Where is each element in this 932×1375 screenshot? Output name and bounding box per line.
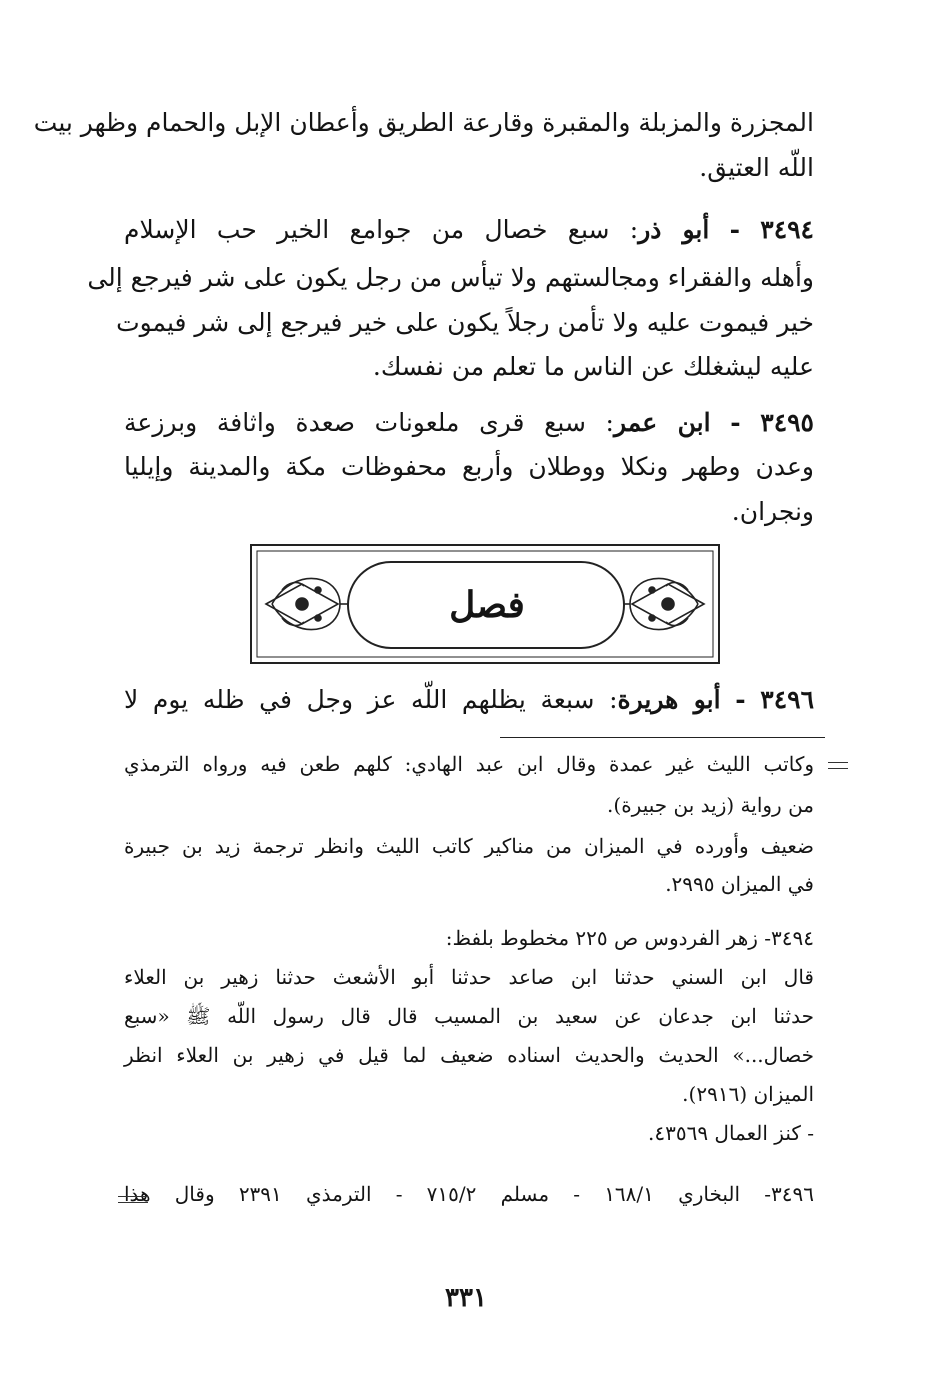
narrator-name: أبو ذر (638, 215, 710, 244)
footnote-line-10: - كنز العمال ٤٣٥٦٩. (648, 1121, 814, 1145)
continuation-mark (828, 768, 848, 769)
paragraph-3495-line-3: ونجران. (731, 497, 814, 526)
footnote-3494-heading: ٣٤٩٤- زهر الفردوس ص ٢٢٥ مخطوط بلفظ: (445, 926, 814, 950)
continuation-mark (118, 1202, 148, 1203)
footnote-3496-line: ٣٤٩٦- البخاري ١٦٨/١ - مسلم ٧١٥/٢ - الترمذي ٢٣٩١ وقال هذا (124, 1182, 814, 1206)
footnote-line-2: من رواية (زيد بن جبيرة). (607, 793, 814, 817)
hadith-text: : سبع قرى ملعونات صعدة واثافة وبرزعة (124, 408, 614, 437)
section-header-box (250, 544, 720, 664)
footnote-line-1: وكاتب الليث غير عمدة وقال ابن عبد الهادي: كلهم طعن فيه ورواه الترمذي (124, 752, 814, 776)
paragraph-3495-line-1 (124, 408, 814, 437)
narrator-name: ابن عمر (614, 408, 711, 437)
dash: - (729, 215, 740, 244)
paragraph-3494-line-3: خير فيموت عليه ولا تأمن رجلاً يكون على خير فيرجع إلى شر فيموت (116, 308, 814, 337)
dash: - (730, 408, 741, 437)
narrator-name: أبو هريرة (617, 685, 721, 714)
left-ornament (266, 578, 348, 629)
dash: - (735, 685, 746, 714)
footnote-line-3: ضعيف وأورده في الميزان من مناكير كاتب الليث وانظر ترجمة زيد بن جبيرة (124, 834, 814, 858)
footnote-separator (500, 737, 825, 738)
hadith-number: ٣٤٩٤ (760, 215, 814, 244)
paragraph-3495-line-2: وعدن وطهر ونكلا ووطلان وأربع محفوظات مكة والمدينة وإيليا (124, 452, 814, 481)
paragraph-3494-line-2: وأهله والفقراء ومجالستهم ولا تيأس من رجل يكون على شر فيرجع إلى (87, 263, 814, 292)
continuation-mark (118, 1196, 148, 1197)
hadith-number: ٣٤٩٥ (760, 408, 814, 437)
footnote-line-7: حدثنا ابن جدعان عن سعيد بن المسيب قال قال رسول اللّه ﷺ «سبع (124, 1004, 814, 1028)
hadith-text: : سبع خصال من جوامع الخير حب الإسلام (124, 215, 639, 244)
paragraph-3494-line-1 (124, 215, 814, 244)
section-title: فصل (449, 584, 525, 626)
hadith-text: : سبعة يظلهم اللّه عز وجل في ظله يوم لا (124, 685, 618, 714)
footnote-line-9: الميزان (٢٩١٦). (682, 1082, 814, 1106)
paragraph-3494-line-4: عليه ليشغلك عن الناس ما تعلم من نفسك. (372, 352, 814, 381)
footnote-line-4: في الميزان ٢٩٩٥. (665, 872, 814, 896)
page-number: ٣٣١ (445, 1283, 487, 1313)
hadith-number: ٣٤٩٦ (760, 685, 814, 714)
footnote-line-8: خصال...» الحديث والحديث اسناده ضعيف لما قيل في زهير بن العلاء انظر (124, 1043, 814, 1067)
paragraph-3496-line-1 (124, 685, 814, 714)
main-line-2: اللّه العتيق. (699, 153, 814, 182)
right-ornament (624, 578, 704, 629)
continuation-mark (828, 762, 848, 763)
footnote-line-6: قال ابن السني حدثنا ابن صاعد حدثنا أبو الأشعث حدثنا زهير بن العلاء (124, 965, 814, 989)
main-line-1: المجزرة والمزبلة والمقبرة وقارعة الطريق وأعطان الإبل والحمام وظهر بيت (33, 108, 814, 137)
